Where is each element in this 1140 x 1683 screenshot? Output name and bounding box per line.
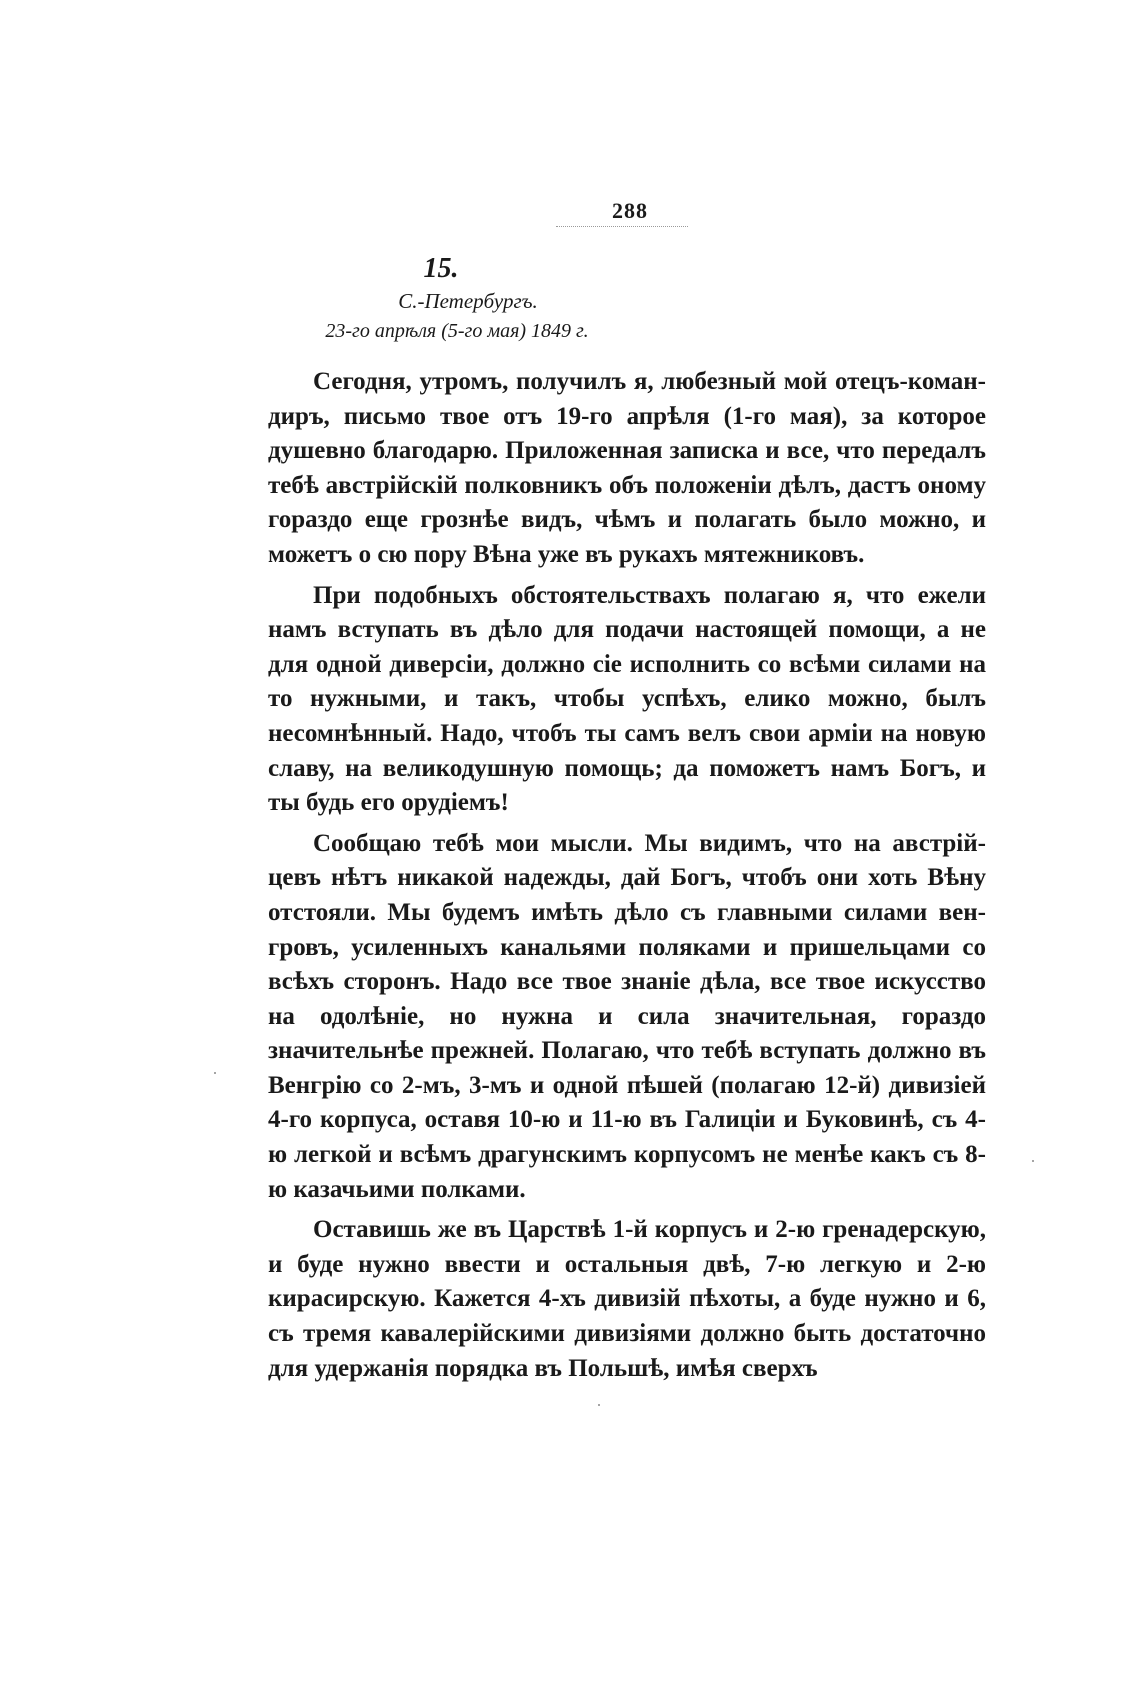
letter-place: С.-Петербургъ. [398,289,538,313]
page-number: 288 [612,198,648,223]
paragraph: Сообщаю тебѣ мои мысли. Мы видимъ, что на австрійцевъ нѣтъ никакой надежды, дай Богъ, чтобъ они хоть Вѣну отстояли. Мы будемъ имѣть дѣло съ главными силами венгровъ, усиленныхъ канальями поляками и пришельцами со всѣхъ сторонъ. Надо все твое знаніе дѣла, все твое искусство на одолѣніе, но нужна и сила значительная, гораздо значительнѣе прежней. Полагаю, что тебѣ вступать должно въ Венгрію со 2-мъ, 3-мъ и одной пѣшей (полагаю 12-й) дивизіей 4-го корпуса, оставя 10-ю и 11-ю въ Галиціи и Буковинѣ, съ 4-ю легкой и всѣмъ драгунскимъ корпусомъ не менѣе какъ съ 8-ю казачьими полками. [268,829,986,1203]
scan-speck [1032,1160,1034,1162]
paragraph: Сегодня, утромъ, получилъ я, любезный мой отецъ-командиръ, письмо твое отъ 19-го апрѣля (1-го мая), за которое душевно благодарю. Приложенная записка и все, что передалъ тебѣ австрійскій полковникъ объ положеніи дѣлъ, дастъ оному гораздо еще грознѣе видъ, чѣмъ и полагать было можно, и можетъ о сю пору Вѣна уже въ рукахъ мятежниковъ. [268,368,986,568]
letter-body [268,365,986,1392]
page-number-rule [556,226,688,227]
letter-date: 23-го апрѣля (5-го мая) 1849 г. [325,320,589,342]
scan-speck [214,1072,216,1074]
paragraph: При подобныхъ обстоятельствахъ полагаю я, что ежели намъ вступать въ дѣло для подачи настоящей помощи, а не для одной диверсіи, должно сіе исполнить со всѣми силами на то нужными, и такъ, чтобы успѣхъ, елико можно, былъ несомнѣнный. Надо, чтобъ ты самъ велъ свои арміи на новую славу, на великодушную помощь; да поможетъ намъ Богъ, и ты будь его орудіемъ! [268,581,986,817]
letter-header [300,252,600,346]
paragraph: Оставишь же въ Царствѣ 1-й корпусъ и 2-ю гренадерскую, и буде нужно ввести и остальныя двѣ, 7-ю легкую и 2-ю кирасирскую. Кажется 4-хъ дивизій пѣхоты, а буде нужно и 6, съ тремя кавалерійскими дивизіями должно быть достаточно для удержанія порядка въ Польшѣ, имѣя сверхъ [268,1216,986,1382]
letter-number: 15. [423,253,459,284]
scan-speck [598,1404,600,1406]
